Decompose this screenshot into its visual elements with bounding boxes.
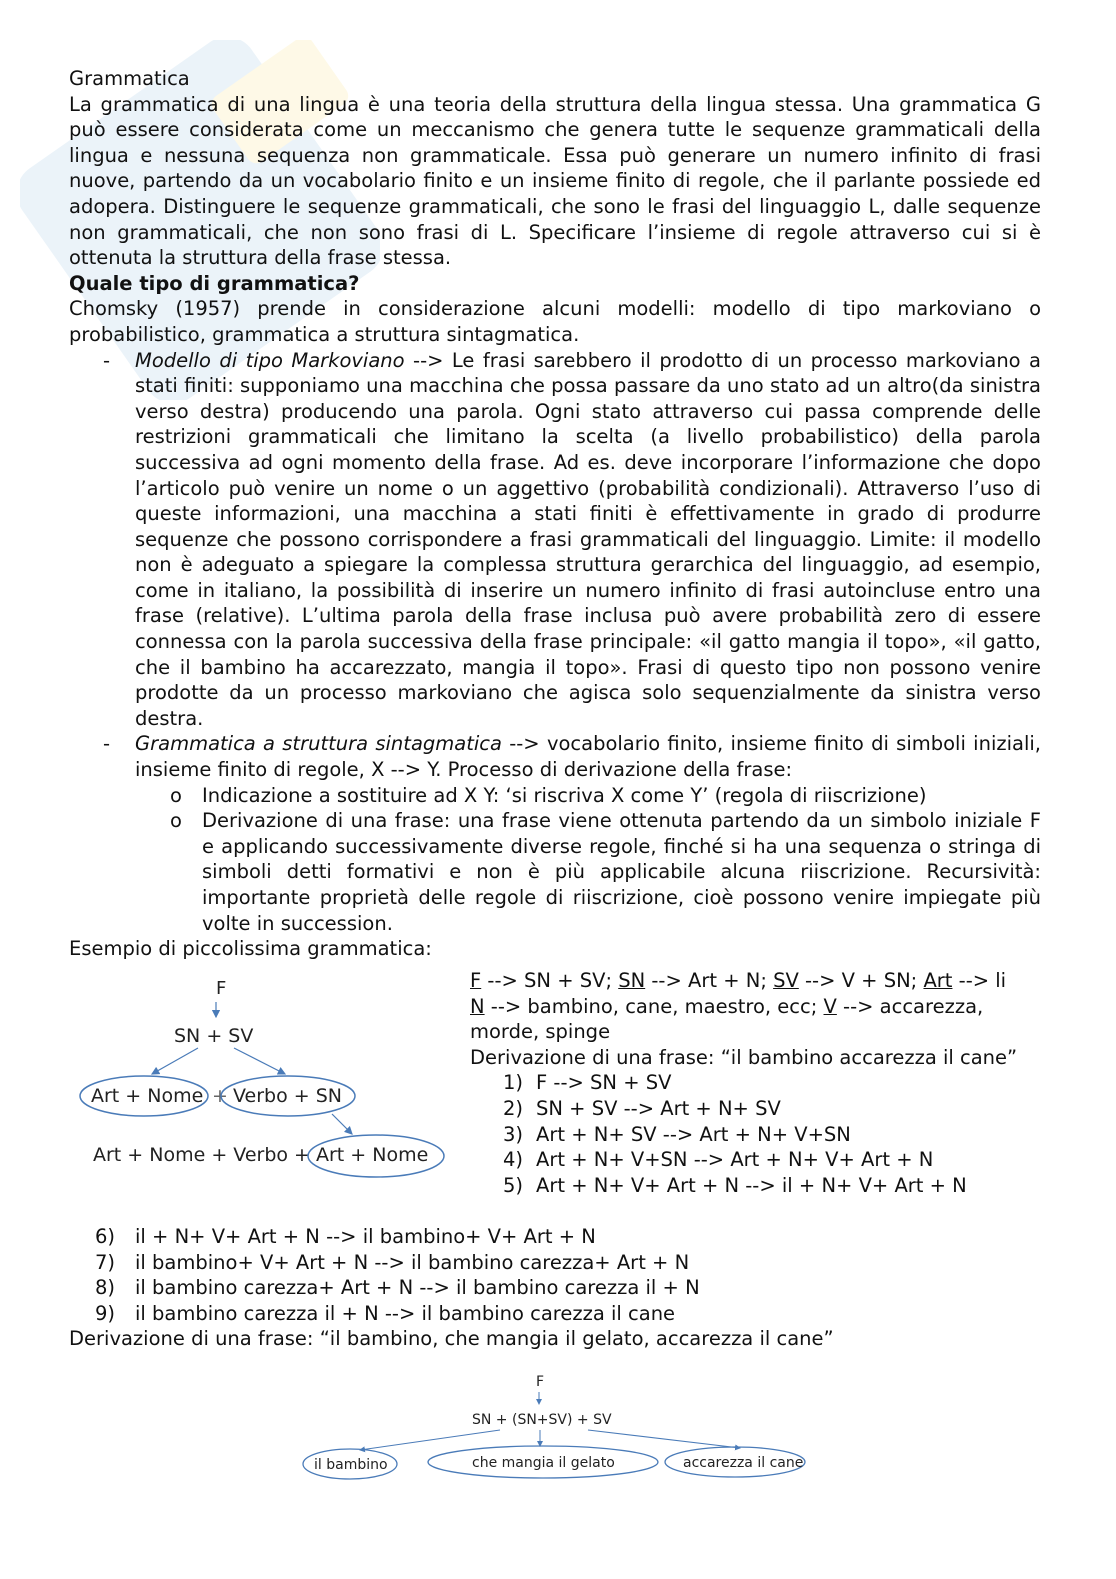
list-item <box>69 1275 1041 1301</box>
tree-edge <box>332 1114 352 1134</box>
step-text: F --> SN + SV <box>536 1071 672 1095</box>
step-text: Art + N+ SV --> Art + N+ V+SN <box>536 1122 851 1146</box>
list-item-markov <box>69 348 1041 732</box>
tree-leaf-2: che mangia il gelato <box>472 1455 615 1471</box>
derivation-continued <box>69 1224 1041 1352</box>
rule-text: --> SN + SV; <box>481 969 619 992</box>
rule-text: --> Art + N; <box>645 969 774 992</box>
step-number: 6) <box>95 1225 116 1248</box>
list-item <box>69 1224 1041 1250</box>
tree-edge <box>152 1048 198 1074</box>
chomsky-paragraph: Chomsky (1957) prende in considerazione alcuni modelli: modello di tipo markoviano o probabilistico, grammatica a struttura sintagmatica. <box>69 297 1041 346</box>
dash-bullet: - <box>103 348 111 372</box>
dash-bullet: - <box>103 732 111 756</box>
tree-node-art-nome-2: Art + Nome <box>316 1144 429 1166</box>
o-bullet: o <box>170 783 182 807</box>
tree-leaf-1: il bambino <box>314 1457 388 1473</box>
list-item <box>470 1070 1045 1096</box>
step-number: 5) <box>503 1173 524 1197</box>
step-number: 9) <box>95 1301 116 1325</box>
list-item <box>69 1250 1041 1276</box>
step-text: il bambino+ V+ Art + N --> il bambino carezza+ Art + N <box>135 1250 690 1274</box>
tree-level-3: Art + Nome + Verbo + <box>93 1144 310 1166</box>
list-item <box>470 1122 1045 1148</box>
rule-text: --> V + SN; <box>798 969 924 992</box>
step-number: 8) <box>95 1276 116 1300</box>
tree-leaf-3: accarezza il cane <box>683 1455 804 1471</box>
derivation-title-2: Derivazione di una frase: “il bambino, che mangia il gelato, accarezza il cane” <box>69 1327 834 1351</box>
tree-node-art-nome: Art + Nome <box>91 1085 204 1107</box>
step-text: Art + N+ V+SN --> Art + N+ V+ Art + N <box>536 1148 934 1172</box>
step-number: 1) <box>503 1071 524 1095</box>
step-number: 3) <box>503 1122 524 1146</box>
tree-diagram-1 <box>70 972 460 1187</box>
rule-symbol: SV <box>773 969 799 992</box>
tree-edge <box>234 1048 285 1074</box>
rule-symbol: SN <box>618 969 646 992</box>
rule-text: --> li <box>952 969 1007 992</box>
rule-definitions <box>470 968 1045 1045</box>
tree-root: F <box>536 1374 545 1390</box>
step-text: Art + N+ V+ Art + N --> il + N+ V+ Art + N <box>536 1173 967 1197</box>
derivation-title: Derivazione di una frase: “il bambino accarezza il cane” <box>470 1045 1018 1069</box>
list-item <box>470 1096 1045 1122</box>
tree-edge <box>588 1430 740 1448</box>
step-text: il bambino carezza+ Art + N --> il bambino carezza il + N <box>135 1276 700 1300</box>
markov-title: Modello di tipo Markoviano <box>135 348 405 372</box>
sub-item-text: Indicazione a sostituire ad X Y: ‘si riscriva X come Y’ (regola di riiscrizione) <box>202 783 927 807</box>
sub-item-rewrite <box>69 783 1041 809</box>
derivation-steps-2 <box>69 1224 1041 1326</box>
rule-symbol: Art <box>923 969 953 992</box>
list-item <box>470 1173 1045 1199</box>
grammar-rules <box>470 968 1045 1198</box>
sub-item-derivation <box>69 808 1041 936</box>
syntagmatic-title: Grammatica a struttura sintagmatica <box>135 732 502 756</box>
rule-symbol: N <box>470 994 485 1018</box>
step-number: 4) <box>503 1148 524 1172</box>
step-number: 7) <box>95 1250 116 1274</box>
list-item <box>69 1301 1041 1327</box>
tree-node-verbo-sn: Verbo + SN <box>233 1085 342 1107</box>
step-text: SN + SV --> Art + N+ SV <box>536 1096 781 1120</box>
step-text: il bambino carezza il + N --> il bambino carezza il cane <box>135 1301 676 1325</box>
rule-text: --> accarezza, morde, spinge <box>470 994 984 1044</box>
rule-symbol: F <box>470 969 482 992</box>
list-item-syntagmatic <box>69 731 1041 782</box>
section-heading: Quale tipo di grammatica? <box>69 271 360 295</box>
markov-text: --> Le frasi sarebbero il prodotto di un processo markoviano a stati finiti: supponiamo una macchina che possa passare da uno stato ad un altro(da sinistra verso destra) producendo una parola. Ogni stato attraverso cui passa comprende delle restrizioni grammaticali che limitano la scelta (a livello probabilistico) della parola successiva ad ogni momento della frase. Ad es. deve incorporare l’informazione che dopo l’articolo può venire un nome o un aggettivo (probabilità condizionali). Attraverso l’uso di queste informazioni, una macchina a stati finiti è effettivamente in grado di produrre sequenze che possono corrispondere a frasi grammaticali del linguaggio. Limite: il modello non è adeguato a spiegare la complessa struttura gerarchica del linguaggio, ad esempio, come in italiano, la possibilità di inserire un numero infinito di frasi autoincluse entro una frase (relative). L’ultima parola della frase inclusa può avere probabilità zero di essere connessa con la parola successiva della frase principale: «il gatto mangia il topo», «il gatto, che il bambino ha accarezzato, mangia il topo». Frasi di questo tipo non possono venire prodotte da un processo markoviano che agisca solo sequenzialmente da sinistra verso destra. <box>135 348 1041 730</box>
rule-symbol: V <box>823 994 837 1018</box>
step-text: il + N+ V+ Art + N --> il bambino+ V+ Art + N <box>135 1225 596 1248</box>
syntagmatic-text: --> vocabolario finito, insieme finito di simboli iniziali, insieme finito di regole, X --> Y. Processo di derivazione della frase: <box>135 732 1041 782</box>
o-bullet: o <box>170 809 182 833</box>
tree-level-1: SN + (SN+SV) + SV <box>472 1412 612 1428</box>
section-title: Grammatica <box>69 67 190 90</box>
example-intro: Esempio di piccolissima grammatica: <box>69 937 432 961</box>
rule-text: --> bambino, cane, maestro, ecc; <box>484 994 824 1018</box>
tree-root: F <box>216 978 227 999</box>
tree-level-1: SN + SV <box>174 1025 254 1047</box>
tree-edge <box>360 1430 500 1450</box>
text-body <box>69 66 1041 962</box>
derivation-steps-1 <box>470 1070 1045 1198</box>
sub-item-text: Derivazione di una frase: una frase viene ottenuta partendo da un simbolo iniziale F e applicando successivamente diverse regole, finché si ha una sequenza o stringa di simboli detti formativi e non è più applicabile alcuna riiscrizione. Recursività: importante proprietà delle regole di riiscrizione, cioè possono venire impiegate più volte in succession. <box>202 809 1041 935</box>
tree-plus: + <box>212 1085 228 1107</box>
list-item <box>470 1147 1045 1173</box>
step-number: 2) <box>503 1096 524 1120</box>
tree-diagram-2 <box>300 1368 820 1488</box>
intro-paragraph: La grammatica di una lingua è una teoria della struttura della lingua stessa. Una grammatica G può essere considerata come un meccanismo che genera tutte le sequenze grammaticali della lingua e nessuna sequenza non grammaticale. Essa può generare un numero infinito di frasi nuove, partendo da un vocabolario finito e un insieme finito di regole, che il parlante possiede ed adopera. Distinguere le sequenze grammaticali, che sono le frasi del linguaggio L, dalle sequenze non grammaticali, che non sono frasi di L. Specificare l’insieme di regole attraverso cui si è ottenuta la struttura della frase stessa. <box>69 92 1041 270</box>
